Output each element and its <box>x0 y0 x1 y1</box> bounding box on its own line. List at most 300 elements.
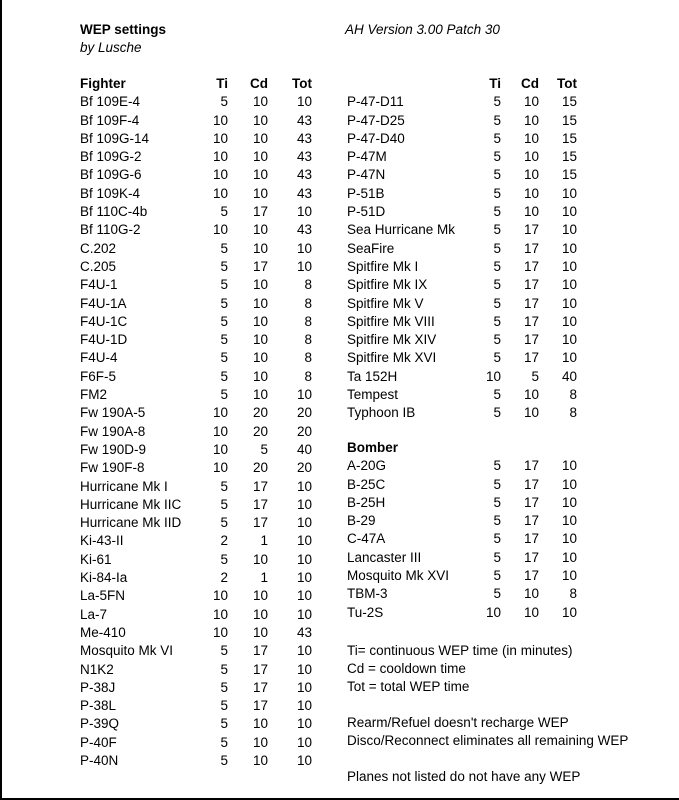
tot-value: 10 <box>561 277 577 293</box>
table-row <box>80 587 312 605</box>
table-row <box>80 697 312 715</box>
plane-name: Lancaster III <box>347 549 422 565</box>
plane-name: P-39Q <box>80 716 120 732</box>
tot-value: 10 <box>296 240 312 256</box>
ti-value: 10 <box>212 112 228 128</box>
cd-value: 17 <box>252 661 268 677</box>
tot-value: 10 <box>296 698 312 714</box>
tot-value: 15 <box>561 94 577 110</box>
plane-name: Typhoon IB <box>347 405 416 421</box>
tot-value: 8 <box>569 586 577 602</box>
plane-name: P-38L <box>80 698 117 714</box>
tot-value: 10 <box>561 185 577 201</box>
plane-name: P-51B <box>347 185 385 201</box>
ti-value: 5 <box>220 734 228 750</box>
plane-name: Ki-61 <box>80 551 112 567</box>
cd-value: 10 <box>252 112 268 128</box>
cd-value: 17 <box>523 350 539 366</box>
plane-name: P-47-D25 <box>347 112 405 128</box>
cd-value: 10 <box>252 295 268 311</box>
tot-value: 8 <box>569 405 577 421</box>
tot-value: 43 <box>296 112 312 128</box>
table-row <box>80 331 312 349</box>
plane-name: La-7 <box>80 606 108 622</box>
table-row <box>347 295 577 313</box>
table-row <box>80 276 312 294</box>
legend-cd: Cd = cooldown time <box>347 661 466 676</box>
table-row <box>80 240 312 258</box>
tot-value: 20 <box>296 405 312 421</box>
cd-value: 10 <box>523 130 539 146</box>
cd-value: 5 <box>531 368 539 384</box>
ti-value: 5 <box>493 494 501 510</box>
ti-value: 5 <box>493 568 501 584</box>
cd-value: 10 <box>252 130 268 146</box>
table-row <box>347 240 577 258</box>
table-row <box>80 496 312 514</box>
column-ti-header: Ti <box>216 76 228 91</box>
ti-value: 5 <box>493 313 501 329</box>
plane-name: C.205 <box>80 258 117 274</box>
ti-value: 5 <box>220 752 228 768</box>
plane-name: Tempest <box>347 387 399 403</box>
tot-value: 10 <box>561 531 577 547</box>
ti-value: 5 <box>493 167 501 183</box>
ti-value: 5 <box>220 515 228 531</box>
tot-value: 8 <box>304 350 312 366</box>
ti-value: 5 <box>220 551 228 567</box>
ti-value: 5 <box>493 295 501 311</box>
tot-value: 15 <box>561 167 577 183</box>
fighter-table-right <box>347 75 577 423</box>
ti-value: 5 <box>493 185 501 201</box>
table-row <box>80 441 312 459</box>
plane-name: Fw 190D-9 <box>80 441 147 457</box>
tot-value: 43 <box>296 149 312 165</box>
ti-value: 5 <box>493 476 501 492</box>
table-row <box>80 93 312 111</box>
tot-value: 10 <box>296 588 312 604</box>
table-header-row <box>347 439 577 457</box>
cd-value: 10 <box>523 405 539 421</box>
plane-name: Spitfire Mk IX <box>347 277 428 293</box>
tot-value: 8 <box>304 368 312 384</box>
tot-value: 10 <box>296 734 312 750</box>
tot-value: 43 <box>296 130 312 146</box>
plane-name: Fw 190A-5 <box>80 405 146 421</box>
cd-value: 10 <box>252 185 268 201</box>
plane-name: Hurricane Mk IIC <box>80 496 182 512</box>
plane-name: Bf 109G-6 <box>80 167 142 183</box>
ti-value: 2 <box>220 570 228 586</box>
table-row <box>347 530 577 548</box>
table-row <box>347 512 577 530</box>
cd-value: 17 <box>523 568 539 584</box>
tot-value: 43 <box>296 167 312 183</box>
tot-value: 10 <box>561 313 577 329</box>
ti-value: 10 <box>485 368 501 384</box>
plane-name: Bf 109G-2 <box>80 149 142 165</box>
table-row <box>80 478 312 496</box>
note-rearm: Rearm/Refuel doesn't recharge WEP <box>347 715 569 730</box>
plane-name: B-25C <box>347 476 386 492</box>
table-row <box>347 368 577 386</box>
tot-value: 20 <box>296 460 312 476</box>
note-disco: Disco/Reconnect eliminates all remaining WEP <box>347 733 629 748</box>
cd-value: 17 <box>523 458 539 474</box>
tot-value: 10 <box>561 494 577 510</box>
cd-value: 17 <box>523 531 539 547</box>
table-row <box>347 476 577 494</box>
tot-value: 40 <box>561 368 577 384</box>
cd-value: 10 <box>523 387 539 403</box>
tot-value: 10 <box>296 204 312 220</box>
tot-value: 10 <box>561 458 577 474</box>
tot-value: 10 <box>296 551 312 567</box>
plane-name: B-29 <box>347 513 376 529</box>
table-row <box>80 734 312 752</box>
legend-tot: Tot = total WEP time <box>347 679 470 694</box>
ti-value: 10 <box>212 606 228 622</box>
plane-name: Ta 152H <box>347 368 398 384</box>
plane-name: F4U-1A <box>80 295 127 311</box>
plane-name: Ki-43-II <box>80 533 124 549</box>
column-cd-header: Cd <box>521 76 539 91</box>
cd-value: 10 <box>523 185 539 201</box>
cd-value: 10 <box>523 604 539 620</box>
ti-value: 5 <box>220 258 228 274</box>
ti-value: 5 <box>220 332 228 348</box>
cd-value: 10 <box>252 332 268 348</box>
cd-value: 10 <box>252 167 268 183</box>
tot-value: 15 <box>561 112 577 128</box>
plane-name: TBM-3 <box>347 586 388 602</box>
cd-value: 10 <box>252 716 268 732</box>
ti-value: 5 <box>493 586 501 602</box>
cd-value: 10 <box>252 606 268 622</box>
cd-value: 10 <box>252 624 268 640</box>
plane-name: Me-410 <box>80 624 126 640</box>
plane-name: Spitfire Mk VIII <box>347 313 435 329</box>
plane-name: FM2 <box>80 387 107 403</box>
tot-value: 10 <box>296 570 312 586</box>
ti-value: 5 <box>220 716 228 732</box>
bomber-table <box>347 439 577 622</box>
plane-name: Spitfire Mk V <box>347 295 424 311</box>
tot-value: 10 <box>561 240 577 256</box>
plane-name: B-25H <box>347 494 386 510</box>
table-header-row <box>347 75 577 93</box>
cd-value: 10 <box>252 94 268 110</box>
plane-name: P-40N <box>80 752 119 768</box>
ti-value: 5 <box>220 240 228 256</box>
table-row <box>80 203 312 221</box>
ti-value: 5 <box>220 313 228 329</box>
cd-value: 10 <box>252 588 268 604</box>
cd-value: 5 <box>260 441 268 457</box>
author-line: by Lusche <box>80 40 142 55</box>
version-line: AH Version 3.00 Patch 30 <box>345 22 500 37</box>
tot-value: 8 <box>569 387 577 403</box>
ti-value: 10 <box>212 185 228 201</box>
tot-value: 10 <box>561 295 577 311</box>
cd-value: 10 <box>252 350 268 366</box>
ti-value: 5 <box>493 549 501 565</box>
ti-value: 5 <box>220 679 228 695</box>
table-row <box>80 514 312 532</box>
cd-value: 17 <box>523 476 539 492</box>
ti-value: 5 <box>493 258 501 274</box>
plane-name: Bf 109G-14 <box>80 130 150 146</box>
plane-name: F4U-4 <box>80 350 118 366</box>
plane-name: Bf 109K-4 <box>80 185 141 201</box>
ti-value: 10 <box>212 222 228 238</box>
table-row <box>347 494 577 512</box>
tot-value: 10 <box>296 643 312 659</box>
ti-value: 5 <box>220 350 228 366</box>
plane-name: La-5FN <box>80 588 126 604</box>
plane-name: C-47A <box>347 531 386 547</box>
ti-value: 5 <box>220 496 228 512</box>
ti-value: 5 <box>220 478 228 494</box>
cd-value: 10 <box>523 94 539 110</box>
table-row <box>80 295 312 313</box>
ti-value: 5 <box>493 277 501 293</box>
table-row <box>347 166 577 184</box>
table-row <box>80 606 312 624</box>
table-row <box>80 258 312 276</box>
ti-value: 5 <box>493 350 501 366</box>
table-row <box>347 130 577 148</box>
cd-value: 17 <box>252 643 268 659</box>
table-row <box>347 549 577 567</box>
bomber-heading: Bomber <box>347 440 399 455</box>
ti-value: 5 <box>493 458 501 474</box>
cd-value: 20 <box>252 423 268 439</box>
tot-value: 10 <box>561 258 577 274</box>
table-row <box>347 349 577 367</box>
table-row <box>347 112 577 130</box>
ti-value: 10 <box>212 624 228 640</box>
ti-value: 5 <box>493 240 501 256</box>
table-row <box>347 313 577 331</box>
cd-value: 17 <box>523 277 539 293</box>
ti-value: 5 <box>493 531 501 547</box>
table-row <box>347 585 577 603</box>
tot-value: 8 <box>304 277 312 293</box>
table-row <box>80 386 312 404</box>
plane-name: Bf 109E-4 <box>80 94 141 110</box>
cd-value: 17 <box>523 332 539 348</box>
ti-value: 10 <box>485 604 501 620</box>
ti-value: 10 <box>212 405 228 421</box>
table-row <box>347 567 577 585</box>
tot-value: 10 <box>296 679 312 695</box>
ti-value: 10 <box>212 423 228 439</box>
tot-value: 8 <box>304 313 312 329</box>
tot-value: 10 <box>561 204 577 220</box>
ti-value: 5 <box>493 204 501 220</box>
plane-name: Fw 190A-8 <box>80 423 146 439</box>
ti-value: 5 <box>220 661 228 677</box>
ti-value: 2 <box>220 533 228 549</box>
ti-value: 5 <box>220 387 228 403</box>
plane-name: Spitfire Mk I <box>347 258 419 274</box>
table-row <box>80 715 312 733</box>
plane-name: P-47-D11 <box>347 94 404 110</box>
cd-value: 10 <box>252 734 268 750</box>
cd-value: 17 <box>523 258 539 274</box>
cd-value: 17 <box>523 313 539 329</box>
ti-value: 5 <box>220 698 228 714</box>
plane-name: C.202 <box>80 240 117 256</box>
cd-value: 10 <box>523 149 539 165</box>
tot-value: 43 <box>296 222 312 238</box>
cd-value: 10 <box>252 240 268 256</box>
ti-value: 5 <box>493 94 501 110</box>
fighter-heading: Fighter <box>80 76 126 91</box>
table-row <box>80 185 312 203</box>
plane-name: P-47N <box>347 167 386 183</box>
table-row <box>347 604 577 622</box>
cd-value: 17 <box>252 258 268 274</box>
cd-value: 10 <box>252 551 268 567</box>
table-row <box>80 148 312 166</box>
ti-value: 10 <box>212 441 228 457</box>
table-row <box>80 349 312 367</box>
cd-value: 17 <box>252 698 268 714</box>
ti-value: 5 <box>220 295 228 311</box>
cd-value: 17 <box>523 513 539 529</box>
table-header-row <box>80 75 312 93</box>
ti-value: 5 <box>493 405 501 421</box>
ti-value: 5 <box>493 112 501 128</box>
cd-value: 17 <box>523 240 539 256</box>
plane-name: Ki-84-Ia <box>80 570 128 586</box>
ti-value: 10 <box>212 588 228 604</box>
cd-value: 20 <box>252 405 268 421</box>
cd-value: 10 <box>252 149 268 165</box>
tot-value: 43 <box>296 624 312 640</box>
ti-value: 10 <box>212 149 228 165</box>
tot-value: 10 <box>296 94 312 110</box>
table-row <box>80 313 312 331</box>
table-row <box>347 258 577 276</box>
plane-name: Hurricane Mk IID <box>80 515 182 531</box>
cd-value: 10 <box>523 204 539 220</box>
ti-value: 5 <box>220 643 228 659</box>
table-row <box>80 423 312 441</box>
tot-value: 10 <box>561 549 577 565</box>
plane-name: A-20G <box>347 458 387 474</box>
ti-value: 5 <box>220 94 228 110</box>
tot-value: 10 <box>561 604 577 620</box>
plane-name: F4U-1 <box>80 277 118 293</box>
column-cd-header: Cd <box>250 76 268 91</box>
cd-value: 10 <box>523 167 539 183</box>
table-row <box>347 203 577 221</box>
table-row <box>80 642 312 660</box>
table-row <box>347 457 577 475</box>
plane-name: Spitfire Mk XIV <box>347 332 437 348</box>
tot-value: 10 <box>561 513 577 529</box>
tot-value: 10 <box>296 606 312 622</box>
tot-value: 10 <box>296 752 312 768</box>
legend-ti: Ti= continuous WEP time (in minutes) <box>347 643 573 658</box>
cd-value: 10 <box>252 387 268 403</box>
plane-name: P-47-D40 <box>347 130 405 146</box>
plane-name: F6F-5 <box>80 368 117 384</box>
blank-heading <box>347 75 465 93</box>
tot-value: 10 <box>561 350 577 366</box>
tot-value: 15 <box>561 149 577 165</box>
ti-value: 10 <box>212 460 228 476</box>
tot-value: 10 <box>561 332 577 348</box>
ti-value: 5 <box>493 387 501 403</box>
cd-value: 17 <box>252 204 268 220</box>
cd-value: 20 <box>252 460 268 476</box>
tot-value: 8 <box>304 295 312 311</box>
tot-value: 10 <box>296 661 312 677</box>
table-row <box>80 752 312 770</box>
tot-value: 40 <box>296 441 312 457</box>
plane-name: P-47M <box>347 149 387 165</box>
tot-value: 10 <box>561 568 577 584</box>
cd-value: 17 <box>252 679 268 695</box>
tot-value: 10 <box>296 496 312 512</box>
cd-value: 10 <box>523 586 539 602</box>
tot-value: 20 <box>296 423 312 439</box>
table-row <box>80 166 312 184</box>
table-row <box>80 130 312 148</box>
table-row <box>347 221 577 239</box>
tot-value: 15 <box>561 130 577 146</box>
ti-value: 5 <box>493 513 501 529</box>
footer-note: Planes not listed do not have any WEP <box>347 769 581 784</box>
column-tot-header: Tot <box>292 76 312 91</box>
cd-value: 17 <box>523 295 539 311</box>
plane-name: Fw 190F-8 <box>80 460 145 476</box>
plane-name: P-38J <box>80 679 116 695</box>
cd-value: 10 <box>523 112 539 128</box>
table-row <box>347 148 577 166</box>
table-row <box>347 386 577 404</box>
cd-value: 10 <box>252 222 268 238</box>
plane-name: Bf 110C-4b <box>80 204 148 220</box>
ti-value: 10 <box>212 130 228 146</box>
table-row <box>80 112 312 130</box>
ti-value: 5 <box>493 332 501 348</box>
tot-value: 10 <box>296 258 312 274</box>
ti-value: 5 <box>493 149 501 165</box>
tot-value: 10 <box>561 476 577 492</box>
plane-name: Spitfire Mk XVI <box>347 350 437 366</box>
table-row <box>80 368 312 386</box>
table-row <box>80 221 312 239</box>
table-row <box>347 331 577 349</box>
ti-value: 5 <box>220 204 228 220</box>
cd-value: 1 <box>260 570 268 586</box>
plane-name: Bf 110G-2 <box>80 222 141 238</box>
column-tot-header: Tot <box>557 76 577 91</box>
cd-value: 1 <box>260 533 268 549</box>
ti-value: 5 <box>493 130 501 146</box>
plane-name: F4U-1D <box>80 332 128 348</box>
tot-value: 10 <box>296 478 312 494</box>
plane-name: Mosquito Mk VI <box>80 643 174 659</box>
ti-value: 5 <box>493 222 501 238</box>
table-row <box>80 459 312 477</box>
